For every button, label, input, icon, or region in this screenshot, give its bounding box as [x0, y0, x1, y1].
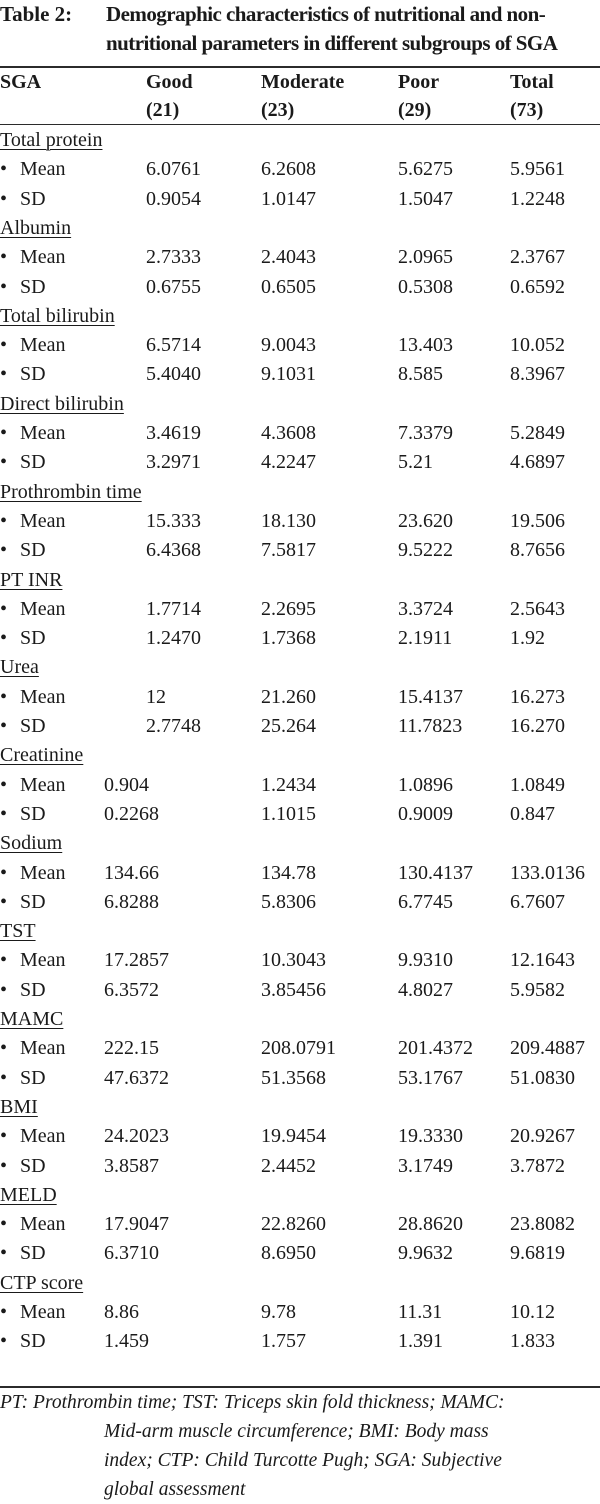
table-cell: 4.3608 — [261, 422, 316, 444]
table-cell: 10.12 — [510, 1301, 555, 1323]
table-cell: 53.1767 — [398, 1066, 463, 1089]
table-cell: 10.3043 — [261, 949, 326, 972]
table-cell: 7.5817 — [261, 539, 316, 562]
table-cell: 13.403 — [398, 334, 453, 357]
group-label: Total bilirubin — [0, 304, 115, 327]
table-cell: 209.4887 — [510, 1037, 585, 1060]
table-cell: 25.264 — [261, 715, 316, 737]
table-cell: 28.8620 — [398, 1213, 463, 1236]
table-cell: 4.2247 — [261, 451, 316, 474]
bullet: • — [0, 334, 8, 357]
bullet: • — [0, 275, 8, 298]
table-cell: 1.2434 — [261, 773, 316, 796]
column-header-moderate — [261, 68, 344, 124]
table-cell: 2.7748 — [146, 715, 201, 737]
table-cell: 2.1911 — [398, 627, 453, 650]
table-row — [0, 683, 600, 712]
table-cell: 7.3379 — [398, 422, 453, 444]
table-cell: 2.5643 — [510, 597, 565, 620]
table-cell: 51.3568 — [261, 1066, 326, 1089]
table-cell: 8.3967 — [510, 363, 565, 386]
table-cell: 222.15 — [104, 1037, 159, 1060]
column-header-total — [510, 68, 554, 124]
table-cell: 9.78 — [261, 1301, 296, 1323]
table-row — [0, 1064, 600, 1093]
table-cell: 6.0761 — [146, 158, 201, 181]
stat-label: Mean — [20, 1037, 66, 1060]
table-cell: 2.7333 — [146, 246, 201, 269]
table-row — [0, 1034, 600, 1063]
bullet: • — [0, 539, 8, 562]
table-cell: 0.904 — [104, 773, 149, 796]
table-cell: 3.3724 — [398, 597, 453, 620]
table-row — [0, 1239, 600, 1268]
table-cell: 6.5714 — [146, 334, 201, 357]
stat-label: SD — [20, 978, 46, 1001]
table-cell: 8.585 — [398, 363, 443, 386]
table-cell: 4.6897 — [510, 451, 565, 474]
bullet: • — [0, 187, 8, 210]
table-cell: 22.8260 — [261, 1213, 326, 1236]
stat-label: Mean — [20, 1301, 66, 1323]
table-cell: 1.92 — [510, 627, 545, 650]
table-cell: 12 — [146, 685, 166, 708]
table-cell: 18.130 — [261, 509, 316, 532]
table-cell: 15.4137 — [398, 685, 463, 708]
bullet: • — [0, 861, 8, 884]
table-cell: 0.6505 — [261, 275, 316, 298]
column-header-label: Poor — [398, 71, 440, 93]
column-header-poor — [398, 68, 439, 124]
table-cell: 6.4368 — [146, 539, 201, 562]
bullet: • — [0, 1301, 8, 1323]
footnote-line: PT: Prothrombin time; TST: Triceps skin fold thickness; MAMC: — [0, 1392, 505, 1413]
table-cell: 3.2971 — [146, 451, 201, 474]
table-cell: 10.052 — [510, 334, 565, 357]
footnote-line: global assessment — [104, 1479, 246, 1500]
footnote-line: Mid-arm muscle circumference; BMI: Body mass — [104, 1421, 489, 1442]
stat-label: Mean — [20, 1213, 66, 1236]
bullet: • — [0, 246, 8, 269]
group-label: MAMC — [0, 1008, 64, 1030]
table-row — [0, 1327, 600, 1356]
table-number: Table 2: — [0, 2, 73, 26]
bullet: • — [0, 978, 8, 1001]
table-row — [0, 419, 600, 448]
group-label: PT INR — [0, 568, 63, 591]
bullet: • — [0, 1213, 8, 1236]
stat-label: Mean — [20, 861, 66, 884]
table-cell: 1.2470 — [146, 627, 201, 650]
group-label: Direct bilirubin — [0, 392, 124, 415]
table-cell: 17.2857 — [104, 949, 169, 972]
bullet: • — [0, 890, 8, 913]
table-cell: 2.2695 — [261, 597, 316, 620]
table-cell: 1.5047 — [398, 187, 453, 210]
table-cell: 24.2023 — [104, 1125, 169, 1148]
bullet: • — [0, 1330, 8, 1353]
column-header-count: (29) — [398, 99, 432, 121]
column-header-count: (21) — [146, 99, 180, 121]
table-cell: 1.2248 — [510, 187, 565, 210]
table-cell: 23.620 — [398, 509, 453, 532]
bullet: • — [0, 802, 8, 825]
table-row — [0, 771, 600, 800]
table-cell: 5.2849 — [510, 422, 565, 444]
table-cell: 5.4040 — [146, 363, 201, 386]
table-cell: 0.9054 — [146, 187, 201, 210]
stat-label: Mean — [20, 509, 66, 532]
column-header-count: (73) — [510, 99, 544, 121]
stat-label: SD — [20, 363, 46, 386]
table-cell: 9.0043 — [261, 334, 316, 357]
table-row — [0, 1152, 600, 1181]
table-row — [0, 536, 600, 565]
table-cell: 3.1749 — [398, 1154, 453, 1177]
footnote-line: index; CTP: Child Turcotte Pugh; SGA: Subjective — [104, 1450, 502, 1471]
table-cell: 0.5308 — [398, 275, 453, 298]
stat-label: Mean — [20, 158, 66, 181]
column-header-count: (23) — [261, 99, 295, 121]
column-header-label: Moderate — [261, 71, 345, 93]
stat-label: Mean — [20, 773, 66, 796]
table-cell: 1.7714 — [146, 597, 201, 620]
bullet: • — [0, 363, 8, 386]
table-row — [0, 976, 600, 1005]
stat-label: SD — [20, 802, 46, 825]
stat-label: Mean — [20, 246, 66, 269]
stat-label: SD — [20, 187, 46, 210]
table-cell: 8.6950 — [261, 1242, 316, 1265]
stat-label: Mean — [20, 1125, 66, 1148]
table-cell: 6.8288 — [104, 890, 159, 913]
bullet: • — [0, 1154, 8, 1177]
table-cell: 0.2268 — [104, 802, 159, 825]
column-header-label: Good — [146, 71, 193, 93]
table-row — [0, 946, 600, 975]
table-cell: 3.85456 — [261, 978, 326, 1001]
stat-label: SD — [20, 1242, 46, 1265]
table-caption — [0, 0, 600, 60]
stat-label: SD — [20, 715, 46, 737]
table-cell: 130.4137 — [398, 861, 473, 884]
stat-label: Mean — [20, 422, 66, 444]
table-cell: 208.0791 — [261, 1037, 336, 1060]
bullet: • — [0, 597, 8, 620]
group-label: CTP score — [0, 1271, 84, 1294]
stat-label: SD — [20, 1154, 46, 1177]
stat-label: SD — [20, 451, 46, 474]
table-cell: 1.833 — [510, 1330, 555, 1353]
table-cell: 47.6372 — [104, 1066, 169, 1089]
table-cell: 2.4452 — [261, 1154, 316, 1177]
table-cell: 0.6592 — [510, 275, 565, 298]
table-cell: 1.757 — [261, 1330, 306, 1353]
bullet: • — [0, 1125, 8, 1148]
table-cell: 0.6755 — [146, 275, 201, 298]
bullet: • — [0, 627, 8, 650]
group-label: Creatinine — [0, 744, 84, 767]
table-row — [0, 155, 600, 184]
table-cell: 4.8027 — [398, 978, 453, 1001]
stat-label: Mean — [20, 949, 66, 972]
table-cell: 23.8082 — [510, 1213, 575, 1236]
bullet: • — [0, 509, 8, 532]
bullet: • — [0, 451, 8, 474]
table-cell: 8.86 — [104, 1301, 139, 1323]
table-title-line-1: Demographic characteristics of nutritional and non- — [106, 2, 546, 26]
table-row — [0, 1298, 600, 1327]
table-cell: 3.8587 — [104, 1154, 159, 1177]
table-cell: 11.31 — [398, 1301, 443, 1323]
table-row — [0, 595, 600, 624]
table-cell: 1.0896 — [398, 773, 453, 796]
column-header-label: SGA — [0, 71, 42, 93]
stat-label: Mean — [20, 334, 66, 357]
table-cell: 201.4372 — [398, 1037, 473, 1060]
table-cell: 1.391 — [398, 1330, 443, 1353]
stat-label: SD — [20, 275, 46, 298]
table-cell: 5.9561 — [510, 158, 565, 181]
table-cell: 2.4043 — [261, 246, 316, 269]
column-header-label: Total — [510, 71, 554, 93]
stat-label: SD — [20, 627, 46, 650]
group-label: TST — [0, 920, 36, 943]
group-label: Albumin — [0, 216, 72, 239]
table-row — [0, 273, 600, 302]
table-cell: 2.0965 — [398, 246, 453, 269]
table-cell: 134.78 — [261, 861, 316, 884]
table-row — [0, 624, 600, 653]
column-header-good — [146, 68, 193, 124]
table-title-line-2: nutritional parameters in different subgroups of SGA — [106, 31, 558, 55]
table-cell: 19.9454 — [261, 1125, 326, 1148]
table-row — [0, 888, 600, 917]
table-row — [0, 507, 600, 536]
bullet: • — [0, 158, 8, 181]
bullet: • — [0, 1066, 8, 1089]
table-cell: 6.7607 — [510, 890, 565, 913]
table-row — [0, 800, 600, 829]
table-row — [0, 243, 600, 272]
table-cell: 1.0147 — [261, 187, 316, 210]
table-cell: 11.7823 — [398, 715, 463, 737]
table-cell: 16.270 — [510, 715, 565, 737]
table-cell: 8.7656 — [510, 539, 565, 562]
stat-label: SD — [20, 890, 46, 913]
table-cell: 0.9009 — [398, 802, 453, 825]
table-cell: 17.9047 — [104, 1213, 169, 1236]
table-cell: 2.3767 — [510, 246, 565, 269]
table-cell: 3.4619 — [146, 422, 201, 444]
table-cell: 51.0830 — [510, 1066, 575, 1089]
group-label: Sodium — [0, 832, 63, 855]
table-cell: 0.847 — [510, 802, 555, 825]
table-cell: 19.3330 — [398, 1125, 463, 1148]
table-cell: 5.21 — [398, 451, 433, 474]
bullet: • — [0, 773, 8, 796]
table-cell: 5.8306 — [261, 890, 316, 913]
table-title — [106, 0, 600, 58]
table-cell: 6.7745 — [398, 890, 453, 913]
stat-label: SD — [20, 539, 46, 562]
group-label: BMI — [0, 1095, 38, 1118]
table-cell: 134.66 — [104, 861, 159, 884]
table-cell: 9.6819 — [510, 1242, 565, 1265]
table-cell: 1.1015 — [261, 802, 316, 825]
group-label: Urea — [0, 656, 39, 679]
table-cell: 9.9310 — [398, 949, 453, 972]
table-cell: 6.3710 — [104, 1242, 159, 1265]
table-row — [0, 185, 600, 214]
table-row — [0, 331, 600, 360]
table-cell: 1.7368 — [261, 627, 316, 650]
table-cell: 9.1031 — [261, 363, 316, 386]
table-row — [0, 448, 600, 477]
group-label: Total protein — [0, 129, 103, 151]
table-cell: 1.0849 — [510, 773, 565, 796]
bullet: • — [0, 715, 8, 737]
table-cell: 3.7872 — [510, 1154, 565, 1177]
table-cell: 6.3572 — [104, 978, 159, 1001]
table-row — [0, 360, 600, 389]
stat-label: Mean — [20, 685, 66, 708]
table-row — [0, 1210, 600, 1239]
table-cell: 19.506 — [510, 509, 565, 532]
stat-label: SD — [20, 1066, 46, 1089]
group-label: MELD — [0, 1183, 57, 1206]
table-cell: 6.2608 — [261, 158, 316, 181]
table-cell: 9.9632 — [398, 1242, 453, 1265]
table-cell: 12.1643 — [510, 949, 575, 972]
group-label: Prothrombin time — [0, 480, 142, 503]
bullet: • — [0, 1242, 8, 1265]
table-cell: 9.5222 — [398, 539, 453, 562]
table-cell: 1.459 — [104, 1330, 149, 1353]
stat-label: Mean — [20, 597, 66, 620]
header-rule — [0, 124, 600, 125]
table-row — [0, 712, 600, 741]
column-header-sga — [0, 68, 41, 96]
table-cell: 133.0136 — [510, 861, 585, 884]
table-cell: 21.260 — [261, 685, 316, 708]
table-cell: 5.6275 — [398, 158, 453, 181]
table-cell: 5.9582 — [510, 978, 565, 1001]
table-row — [0, 1122, 600, 1151]
table-cell: 20.9267 — [510, 1125, 575, 1148]
bullet: • — [0, 949, 8, 972]
bullet: • — [0, 422, 8, 444]
table-cell: 16.273 — [510, 685, 565, 708]
bullet: • — [0, 685, 8, 708]
stat-label: SD — [20, 1330, 46, 1353]
table-row — [0, 859, 600, 888]
bullet: • — [0, 1037, 8, 1060]
table-cell: 15.333 — [146, 509, 201, 532]
